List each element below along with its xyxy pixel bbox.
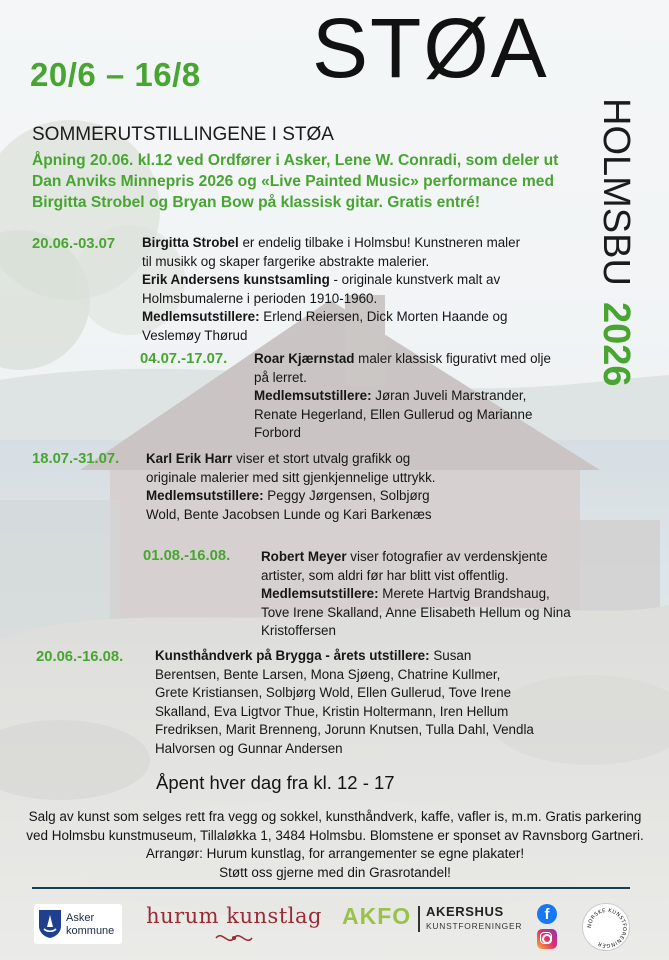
paragraph: Karl Erik Harr viser et stort utvalg grafikk og originale malerier med sitt gjenkjennelige uttrykk.	[146, 451, 436, 485]
paragraph: Erik Andersens kunstsamling - originale kunstverk malt av Holmsbumalerne i perioden 1910-1960.	[142, 272, 501, 306]
member-exhibitors-label: Medlemsutstillere:	[146, 488, 264, 504]
crafts-label: Kunsthåndverk på Brygga - årets utstillere:	[155, 648, 430, 663]
norske-kunstforeninger-logo[interactable]	[582, 903, 630, 951]
vertical-title	[596, 98, 636, 458]
paragraph: Medlemsutstillere: Merete Hartvig Brandshaug, Tove Irene Skalland, Anne Elisabeth Hellum og Nina Kristoffersen	[261, 586, 571, 639]
artist-name: Birgitta Strobel	[142, 235, 239, 250]
facebook-icon[interactable]: f	[537, 904, 557, 924]
footer-info	[20, 808, 650, 882]
asker-crest-icon	[38, 909, 62, 939]
hurum-kunstlag-logo[interactable]	[142, 900, 326, 950]
footer-divider	[32, 887, 630, 889]
akfo-subtitle: KUNSTFORENINGER	[426, 921, 523, 931]
paragraph: Robert Meyer viser fotografier av verdenskjente artister, som aldri før har blitt vist offentlig.	[261, 549, 548, 583]
artist-name: Karl Erik Harr	[146, 451, 233, 466]
instagram-icon[interactable]	[537, 929, 557, 949]
akfo-mark: AKFO	[342, 903, 412, 929]
akfo-logo[interactable]	[342, 903, 523, 939]
period-description	[142, 234, 522, 346]
date-range: 20/6 – 16/8	[30, 56, 201, 93]
member-exhibitors-label: Medlemsutstillere:	[142, 309, 260, 325]
period-description	[261, 548, 581, 641]
vertical-year: 2026	[595, 301, 637, 387]
footer-support-text: Støtt oss gjerne med din Grasrotandel!	[219, 864, 451, 880]
stoa-logo: STØA	[312, 1, 549, 95]
period-date: 20.06.-03.07	[32, 236, 116, 252]
period-description	[146, 450, 456, 524]
paragraph: Birgitta Strobel er endelig tilbake i Holmsbu! Kunstneren maler til musikk og skaper fargerike abstrakte malerier.	[142, 235, 521, 269]
paragraph: Roar Kjærnstad maler klassisk figurativt med olje på lerret.	[254, 351, 551, 385]
paragraph: Medlemsutstillere: Jøran Juveli Marstrander, Renate Hegerland, Ellen Gullerud og Marianne Forbord	[254, 388, 533, 441]
hurum-kunstlag-wordmark: hurum kunstlag	[146, 904, 322, 928]
akfo-name: AKERSHUS	[426, 904, 504, 919]
paragraph: Kunsthåndverk på Brygga - årets utstillere: Susan Berentsen, Bente Larsen, Mona Sjøeng, Chatrine Kullmer, Grete Kristiansen, Solbjørg Wold, Ellen Gullerud, Tove Irene Skalland, Eva Ligtvor Thue, Kristin Holtermann, Iren Hellum Fredriksen, Marit Brenneng, Jorunn Knutsen, Tulla Dahl, Vendla Halvorsen og Gunnar Andersen	[155, 648, 534, 756]
opening-hours: Åpent hver dag fra kl. 12 - 17	[156, 772, 395, 793]
period-date: 20.06.-16.08.	[36, 649, 124, 665]
paragraph: Medlemsutstillere: Peggy Jørgensen, Solbjørg Wold, Bente Jacobsen Lunde og Kari Barkenæs	[146, 488, 432, 522]
asker-kommune-logo[interactable]	[34, 904, 122, 944]
vertical-place: HOLMSBU	[595, 98, 637, 286]
period-date: 18.07.-31.07.	[32, 451, 120, 467]
member-exhibitors-label: Medlemsutstillere:	[254, 388, 372, 404]
member-exhibitors-label: Medlemsutstillere:	[261, 586, 379, 602]
period-date: 04.07.-17.07.	[140, 351, 228, 367]
period-description	[254, 350, 554, 443]
opening-text: Åpning 20.06. kl.12 ved Ordfører i Asker, Lene W. Conradi, som deler ut Dan Anviks Minnepris 2026 og «Live Painted Music» performance med Birgitta Strobel og Bryan Bow på klassisk gitar. Gratis entré!	[32, 152, 559, 211]
artist-name: Robert Meyer	[261, 549, 347, 564]
artist-name: Roar Kjærnstad	[254, 351, 355, 366]
subtitle: SOMMERUTSTILLINGENE I STØA	[32, 124, 334, 145]
period-description	[155, 647, 535, 759]
artist-name: Erik Andersens kunstsamling	[142, 272, 330, 288]
svg-text:NORSKE KUNSTFORENINGER: NORSKE KUNSTFORENINGER	[586, 907, 628, 949]
period-date: 01.08.-16.08.	[143, 548, 231, 564]
paragraph: Medlemsutstillere: Erlend Reiersen, Dick Morten Haande og Veslemøy Thørud	[142, 309, 508, 343]
ornament-icon	[214, 930, 254, 946]
asker-kommune-name: Asker kommune	[66, 912, 115, 937]
akfo-separator	[418, 906, 420, 932]
norske-kunstforeninger-seal-icon	[583, 904, 631, 952]
footer-info-text: Salg av kunst som selges rett fra vegg og sokkel, kunsthåndverk, kaffe, vafler is, m.m. Gratis parkering ved Holmsbu kunstmuseum, Tillaløkka 1, 3484 Holmsbu. Blomstene er sponset av Ravnsborg Gartneri. Arrangør: Hurum kunstlag, for arrangementer se egne plakater!	[26, 809, 644, 862]
